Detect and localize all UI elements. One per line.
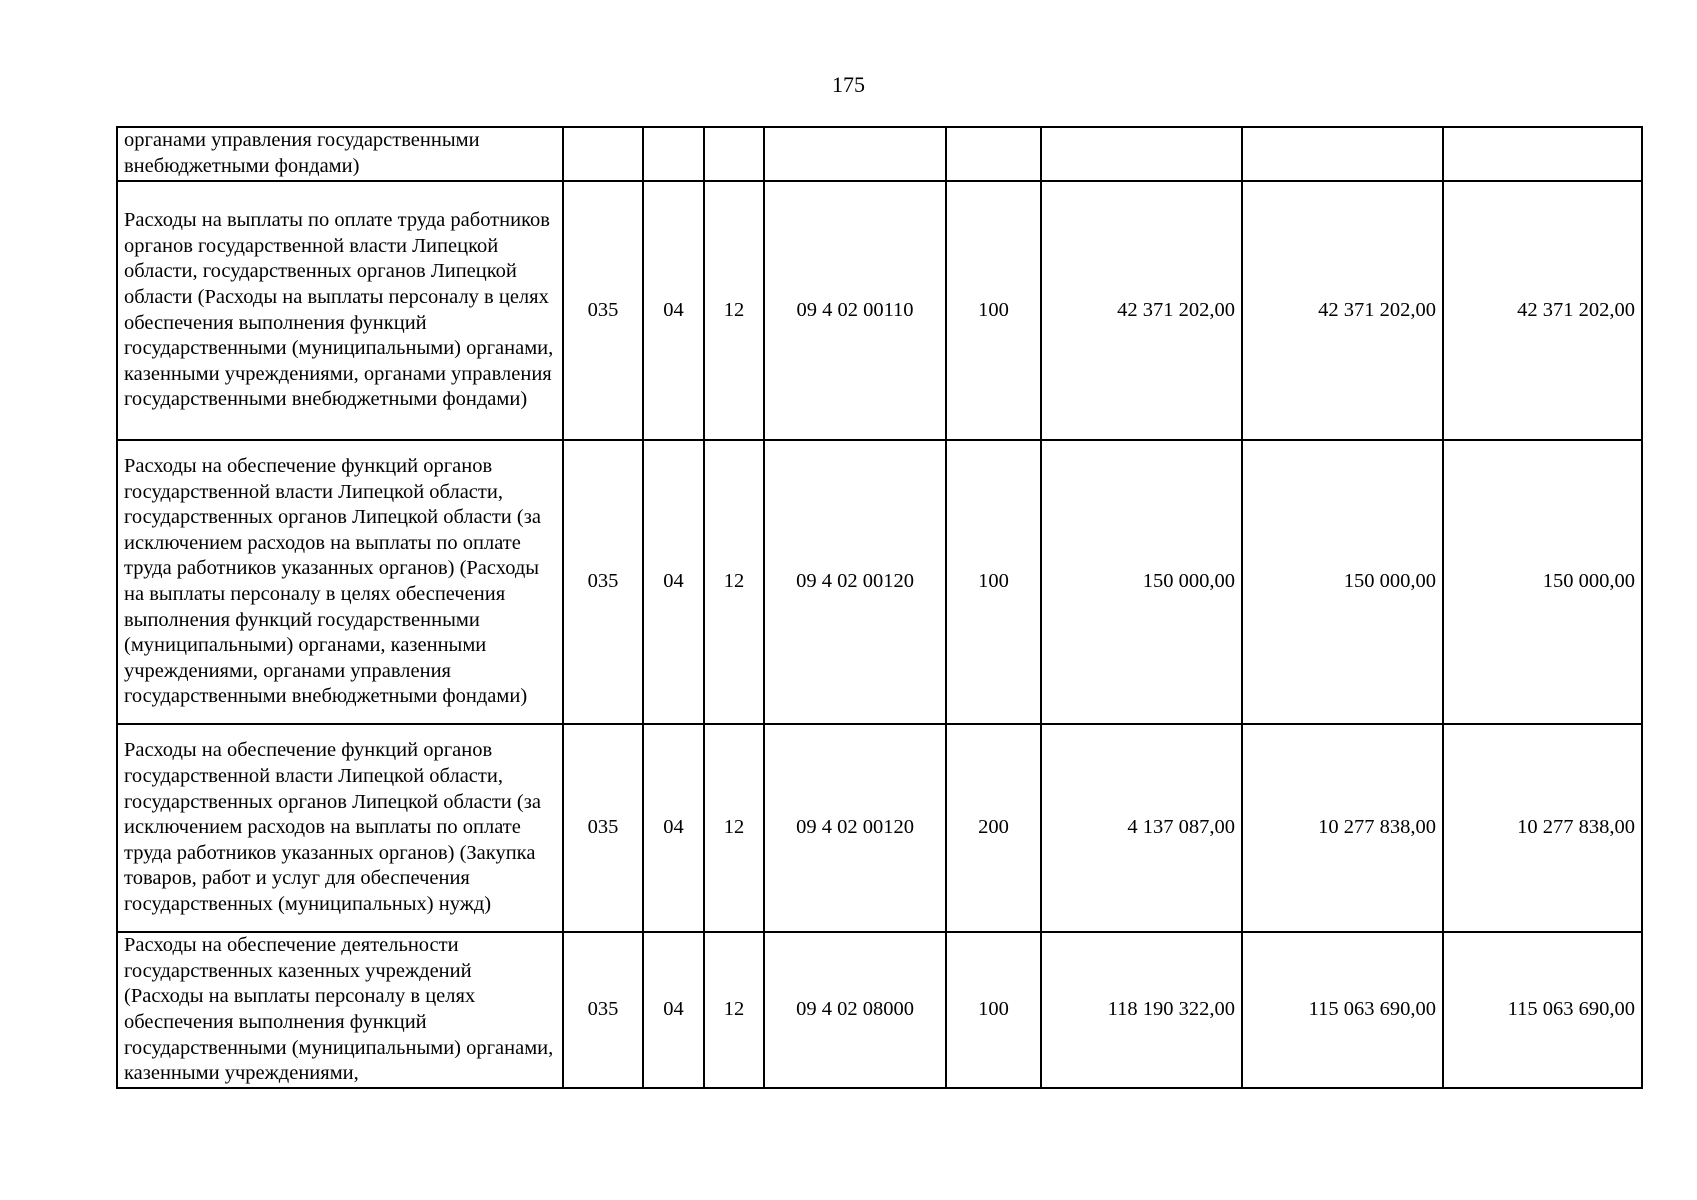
- subsection-code: 12: [704, 932, 764, 1088]
- row-description: Расходы на обеспечение деятельности государственных казенных учреждений (Расходы на выплаты персоналу в целях обеспечения выполнения функций государственными (муниципальными) органами, казенными учреждениями,: [117, 932, 563, 1088]
- target-article-code: 09 4 02 00120: [764, 440, 946, 724]
- amount-year-3: 42 371 202,00: [1443, 181, 1642, 440]
- amount-year-1: 42 371 202,00: [1041, 181, 1242, 440]
- amount-year-3: 115 063 690,00: [1443, 932, 1642, 1088]
- target-article-code: 09 4 02 00120: [764, 724, 946, 932]
- subsection-code: 12: [704, 181, 764, 440]
- target-article-code: 09 4 02 00110: [764, 181, 946, 440]
- row-description: органами управления государственными внебюджетными фондами): [117, 127, 563, 181]
- table-row: [117, 932, 1642, 1088]
- amount-year-2: [1242, 127, 1443, 181]
- amount-year-2: 10 277 838,00: [1242, 724, 1443, 932]
- amount-year-2: 150 000,00: [1242, 440, 1443, 724]
- amount-year-3: [1443, 127, 1642, 181]
- page-number: 175: [832, 72, 865, 97]
- expense-type-code: 100: [946, 181, 1041, 440]
- expense-type-code: [946, 127, 1041, 181]
- ministry-code: 035: [563, 440, 643, 724]
- ministry-code: 035: [563, 932, 643, 1088]
- section-code: 04: [643, 440, 704, 724]
- subsection-code: 12: [704, 724, 764, 932]
- amount-year-3: 150 000,00: [1443, 440, 1642, 724]
- amount-year-1: [1041, 127, 1242, 181]
- table-row: [117, 440, 1642, 724]
- row-description: Расходы на выплаты по оплате труда работников органов государственной власти Липецкой области, государственных органов Липецкой области (Расходы на выплаты персоналу в целях обеспечения выполнения функций государственными (муниципальными) органами, казенными учреждениями, органами управления государственными внебюджетными фондами): [117, 181, 563, 440]
- section-code: 04: [643, 181, 704, 440]
- table-row: [117, 181, 1642, 440]
- expense-type-code: 100: [946, 932, 1041, 1088]
- table-row: [117, 724, 1642, 932]
- amount-year-1: 4 137 087,00: [1041, 724, 1242, 932]
- amount-year-3: 10 277 838,00: [1443, 724, 1642, 932]
- subsection-code: [704, 127, 764, 181]
- section-code: [643, 127, 704, 181]
- section-code: 04: [643, 932, 704, 1088]
- amount-year-2: 42 371 202,00: [1242, 181, 1443, 440]
- ministry-code: 035: [563, 724, 643, 932]
- ministry-code: [563, 127, 643, 181]
- ministry-code: 035: [563, 181, 643, 440]
- budget-table: [116, 126, 1643, 1089]
- target-article-code: [764, 127, 946, 181]
- table-row: [117, 127, 1642, 181]
- subsection-code: 12: [704, 440, 764, 724]
- row-description: Расходы на обеспечение функций органов государственной власти Липецкой области, государственных органов Липецкой области (за исключением расходов на выплаты по оплате труда работников указанных органов) (Закупка товаров, работ и услуг для обеспечения государственных (муниципальных) нужд): [117, 724, 563, 932]
- target-article-code: 09 4 02 08000: [764, 932, 946, 1088]
- amount-year-2: 115 063 690,00: [1242, 932, 1443, 1088]
- amount-year-1: 150 000,00: [1041, 440, 1242, 724]
- section-code: 04: [643, 724, 704, 932]
- amount-year-1: 118 190 322,00: [1041, 932, 1242, 1088]
- row-description: Расходы на обеспечение функций органов государственной власти Липецкой области, государственных органов Липецкой области (за исключением расходов на выплаты по оплате труда работников указанных органов) (Расходы на выплаты персоналу в целях обеспечения выполнения функций государственными (муниципальными) органами, казенными учреждениями, органами управления государственными внебюджетными фондами): [117, 440, 563, 724]
- expense-type-code: 200: [946, 724, 1041, 932]
- expense-type-code: 100: [946, 440, 1041, 724]
